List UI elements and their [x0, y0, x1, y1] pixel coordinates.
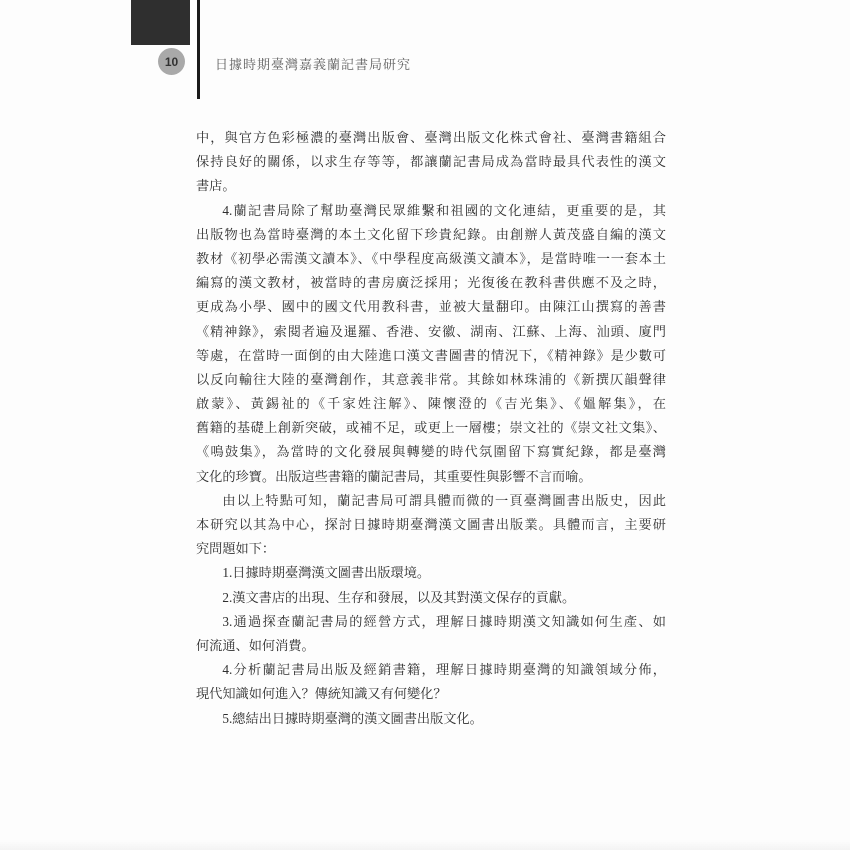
- body-line: 文化的珍寶。出版這些書籍的蘭記書局，其重要性與影響不言而喻。: [196, 468, 592, 484]
- body-line: 出版物也為當時臺灣的本土文化留下珍貴紀錄。由創辦人黃茂盛自編的漢文: [196, 226, 666, 242]
- body-line: 3.通過探查蘭記書局的經營方式，理解日據時期漢文知識如何生產、如: [222, 613, 666, 629]
- body-line: 2.漢文書店的出現、生存和發展，以及其對漢文保存的貢獻。: [222, 589, 576, 605]
- body-line: 5.總結出日據時期臺灣的漢文圖書出版文化。: [222, 710, 483, 726]
- body-line: 本研究以其為中心，探討日據時期臺灣漢文圖書出版業。具體而言，主要研: [196, 517, 666, 532]
- body-line: 1.日據時期臺灣漢文圖書出版環境。: [222, 565, 431, 581]
- header-vertical-rule: [197, 0, 200, 99]
- page-bottom-shade: [0, 840, 850, 850]
- body-line: 編寫的漢文教材，被當時的書房廣泛採用；光復後在教科書供應不及之時，: [196, 275, 666, 291]
- body-line: 《鳴鼓集》，為當時的文化發展與轉變的時代氛圍留下寫實紀錄，都是臺灣: [196, 444, 666, 460]
- body-line: 《精神錄》，索閱者遍及暹羅、香港、安徽、湖南、江蘇、上海、汕頭、廈門: [196, 323, 666, 339]
- page-number-badge: [158, 48, 185, 75]
- body-line: 啟蒙》、黃錫祉的《千家姓注解》、陳懷澄的《吉光集》、《媼解集》，在: [196, 396, 666, 412]
- body-line: 保持良好的關係，以求生存等等，都讓蘭記書局成為當時最具代表性的漢文: [196, 154, 666, 170]
- body-line: 更成為小學、國中的國文代用教科書，並被大量翻印。由陳江山撰寫的善書: [196, 299, 666, 315]
- body-line: 書店。: [196, 178, 236, 194]
- body-line: 等處，在當時一面倒的由大陸進口漢文書圖書的情況下，《精神錄》是少數可: [196, 347, 666, 363]
- body-line: 何流通、如何消費。: [196, 637, 315, 653]
- body-line: 中，與官方色彩極濃的臺灣出版會、臺灣出版文化株式會社、臺灣書籍組合: [196, 130, 666, 145]
- corner-decoration-block: [131, 0, 190, 45]
- body-line: 4.蘭記書局除了幫助臺灣民眾維繫和祖國的文化連結，更重要的是，其: [222, 202, 666, 218]
- page-number: 10: [164, 54, 179, 69]
- body-line: 舊籍的基礎上創新突破，或補不足，或更上一層樓；崇文社的《崇文社文集》、: [196, 420, 666, 436]
- body-line: 4.分析蘭記書局出版及經銷書籍，理解日據時期臺灣的知識領域分佈，: [222, 662, 666, 678]
- body-line: 現代知識如何進入？傳統知識又有何變化？: [196, 686, 447, 702]
- body-line: 由以上特點可知，蘭記書局可謂具體而微的一頁臺灣圖書出版史，因此: [222, 492, 666, 508]
- body-line: 教材《初學必需漢文讀本》、《中學程度高級漢文讀本》，是當時唯一一套本土: [196, 250, 666, 266]
- body-text-block: [196, 126, 666, 731]
- body-line: 以反向輸往大陸的臺灣創作，其意義非常。其餘如林珠浦的《新撰仄韻聲律: [196, 371, 666, 387]
- body-line: 究問題如下：: [196, 541, 276, 557]
- running-head-title: 日據時期臺灣嘉義蘭記書局研究: [215, 57, 412, 72]
